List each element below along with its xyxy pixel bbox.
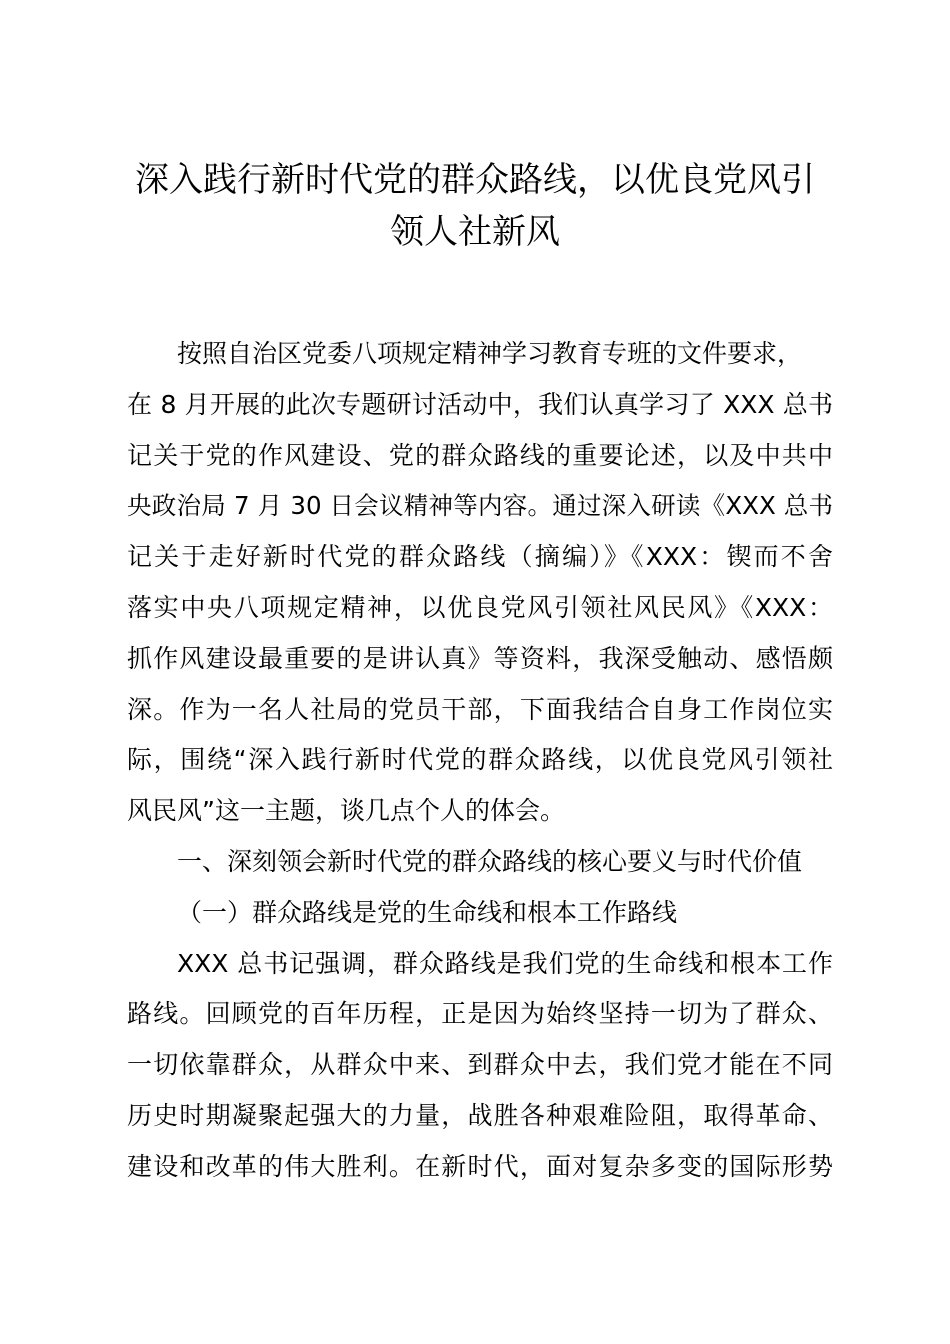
body-line-6: 落实中央八项规定精神，以优良党风引领社风民风》《XXX：: [127, 592, 833, 622]
body-line-4: 央政治局 7 月 30 日会议精神等内容。通过深入研读《XXX 总书: [127, 491, 833, 521]
subsection-heading-1: （一）群众路线是党的生命线和根本工作路线: [177, 897, 678, 927]
document-body: [127, 329, 833, 1193]
body-line-3: 记关于党的作风建设、党的群众路线的重要论述，以及中共中: [127, 440, 833, 470]
body-line-10: 风民风”这一主题，谈几点个人的体会。: [127, 796, 565, 826]
body-line-16: 历史时期凝聚起强大的力量，战胜各种艰难险阻，取得革命、: [127, 1100, 833, 1130]
title-line-2: 领人社新风: [390, 212, 560, 252]
body-line-17: 建设和改革的伟大胜利。在新时代，面对复杂多变的国际形势: [127, 1151, 833, 1181]
body-line-8: 深。作为一名人社局的党员干部，下面我结合自身工作岗位实: [127, 694, 833, 724]
body-line-1: 按照自治区党委八项规定精神学习教育专班的文件要求，: [177, 339, 803, 368]
body-line-14: 路线。回顾党的百年历程，正是因为始终坚持一切为了群众、: [127, 999, 833, 1029]
section-heading-1: 一、深刻领会新时代党的群众路线的核心要义与时代价值: [177, 846, 803, 876]
body-line-5: 记关于走好新时代党的群众路线（摘编）》《XXX：锲而不舍: [127, 542, 833, 572]
title-line-1: 深入践行新时代党的群众路线，以优良党风引: [135, 160, 815, 200]
body-line-13: XXX 总书记强调，群众路线是我们党的生命线和根本工作: [177, 948, 833, 978]
body-line-15: 一切依靠群众，从群众中来、到群众中去，我们党才能在不同: [127, 1050, 833, 1080]
body-line-2: 在 8 月开展的此次专题研讨活动中，我们认真学习了 XXX 总书: [127, 389, 833, 419]
document-title: [110, 154, 840, 258]
body-line-7: 抓作风建设最重要的是讲认真》等资料，我深受触动、感悟颇: [127, 643, 833, 673]
body-line-9: 际，围绕“深入践行新时代党的群众路线，以优良党风引领社: [127, 745, 833, 775]
